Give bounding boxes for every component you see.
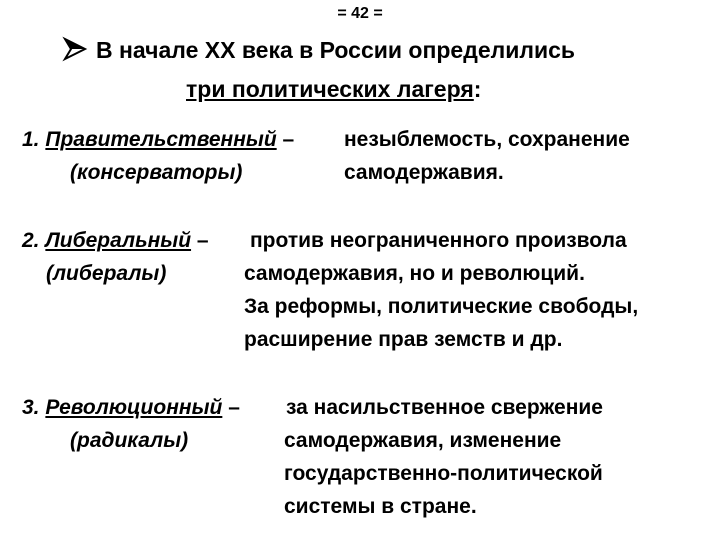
camp-3-line-2: самодержавия, изменение xyxy=(284,429,562,452)
camp-3-alias: (радикалы) xyxy=(70,429,189,452)
camp-2-line-2: самодержавия, но и революций. xyxy=(244,262,585,285)
camp-3-line-4: системы в стране. xyxy=(284,495,477,518)
camp-2-line-1: против неограниченного произвола xyxy=(250,229,627,252)
heading-underlined: три политических лагеря xyxy=(186,76,474,102)
camp-1-line-1: незыблемость, сохранение xyxy=(344,128,630,151)
camp-2-line-3: За реформы, политические свободы, xyxy=(244,295,639,318)
camp-1-name: Правительственный xyxy=(45,128,277,151)
heading-suffix: : xyxy=(473,76,482,102)
camp-1-number: 1. xyxy=(22,128,40,151)
camp-2-dash: – xyxy=(196,229,209,252)
camp-1-alias: (консерваторы) xyxy=(70,161,243,184)
camp-3-name: Революционный xyxy=(45,396,223,419)
arrow-bullet-icon xyxy=(62,36,88,62)
heading-line-2 xyxy=(186,78,481,101)
camp-3-line-3: государственно-политической xyxy=(284,462,603,485)
camp-1-dash: – xyxy=(282,128,295,151)
camp-1-line-2: самодержавия. xyxy=(344,161,504,184)
camp-2-name: Либеральный xyxy=(45,229,192,252)
camp-2-line-4: расширение прав земств и др. xyxy=(244,328,563,351)
camp-1-title xyxy=(22,129,294,150)
camp-3-line-1: за насильственное свержение xyxy=(286,396,603,419)
page-number: = 42 = xyxy=(337,5,383,22)
heading-line-1: В начале XX века в России определились xyxy=(96,37,576,63)
camp-3-title xyxy=(22,397,240,418)
camp-2-alias: (либералы) xyxy=(46,262,167,285)
camp-2-title xyxy=(22,230,209,251)
camp-3-number: 3. xyxy=(22,396,40,419)
camp-3-dash: – xyxy=(228,396,240,419)
camp-2-number: 2. xyxy=(22,229,40,252)
